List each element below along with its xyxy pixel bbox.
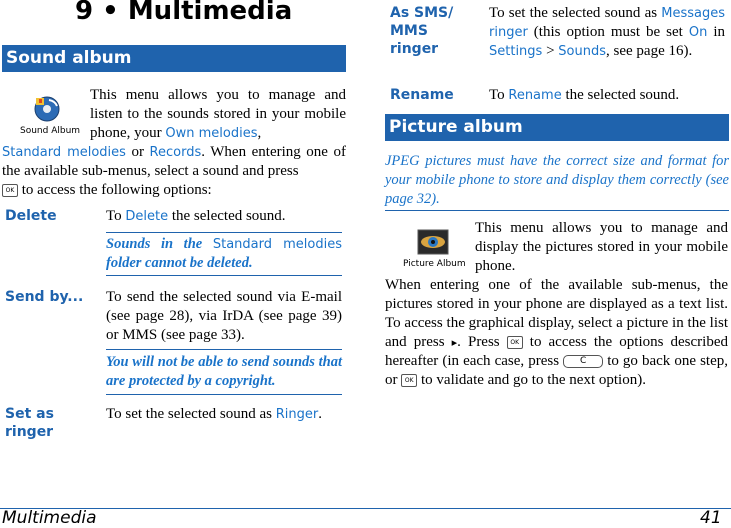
sound-album-icon-label: Sound Album <box>20 126 81 136</box>
picture-album-intro: This menu allows you to manage and display the pictures stored in your mobile phone. <box>475 220 728 274</box>
send-by-note: You will not be able to send sounds that are protected by a copyright. <box>106 354 342 389</box>
standard-melodies-link: Standard melodies <box>2 145 126 160</box>
rename-desc: To Rename the selected sound. <box>489 87 680 103</box>
send-by-term: Send by... <box>5 289 84 305</box>
c-key-icon: C <box>563 355 603 368</box>
ok-key-icon: OK <box>2 184 18 197</box>
page-title: 9 • Multimedia <box>75 0 293 26</box>
set-as-ringer-term: Set as ringer <box>5 406 54 440</box>
picture-album-icon-label: Picture Album <box>403 259 466 269</box>
own-melodies-link: Own melodies <box>165 126 258 141</box>
sound-album-heading: Sound album <box>2 45 346 72</box>
jpeg-note: JPEG pictures must have the correct size and format for your mobile phone to store and display them correctly (see page 32). <box>385 153 729 207</box>
sound-album-intro-2: Standard melodies or Records. When entering one of the available sub-menus, select a sound and press OK to access the following options: <box>2 144 347 198</box>
records-link: Records <box>149 145 202 160</box>
sound-album-icon <box>30 92 64 124</box>
divider <box>106 275 342 276</box>
page-number: 41 <box>700 508 722 528</box>
rename-term: Rename <box>390 87 454 103</box>
as-sms-mms-ringer-desc: To set the selected sound as Messages ringer (this option must be set On in Settings > Sounds, see page 16). <box>489 5 726 59</box>
footer-rule <box>0 508 731 509</box>
picture-album-heading: Picture album <box>385 114 729 141</box>
footer-section-name: Multimedia <box>2 508 97 528</box>
ok-key-icon: OK <box>401 374 417 387</box>
set-as-ringer-desc: To set the selected sound as Ringer. <box>106 406 322 422</box>
divider <box>106 394 342 395</box>
delete-desc: To Delete the selected sound. <box>106 208 286 224</box>
right-arrow-icon: ▸ <box>451 336 458 349</box>
send-by-desc: To send the selected sound via E-mail (see page 28), via IrDA (see page 39) or MMS (see page 33). <box>106 289 342 343</box>
divider <box>106 349 342 350</box>
divider <box>385 210 729 211</box>
ok-key-icon: OK <box>507 336 523 349</box>
delete-note: Sounds in the Standard melodies folder cannot be deleted. <box>106 236 342 271</box>
sound-album-intro-1: This menu allows you to manage and listen to the sounds stored in your mobile phone, your Own melodies, <box>90 87 346 141</box>
as-sms-mms-ringer-term: As SMS/ MMS ringer <box>390 5 454 57</box>
delete-term: Delete <box>5 208 57 224</box>
picture-album-body: When entering one of the available sub-menus, the pictures stored in your phone are displayed as a text list. To access the graphical display, select a picture in the list and press ▸. Press OK to access the options described hereafter (in each case, press C to go back one step, or OK to validate and go to the next option). <box>385 277 728 388</box>
divider <box>106 232 342 233</box>
picture-album-icon <box>416 228 450 256</box>
